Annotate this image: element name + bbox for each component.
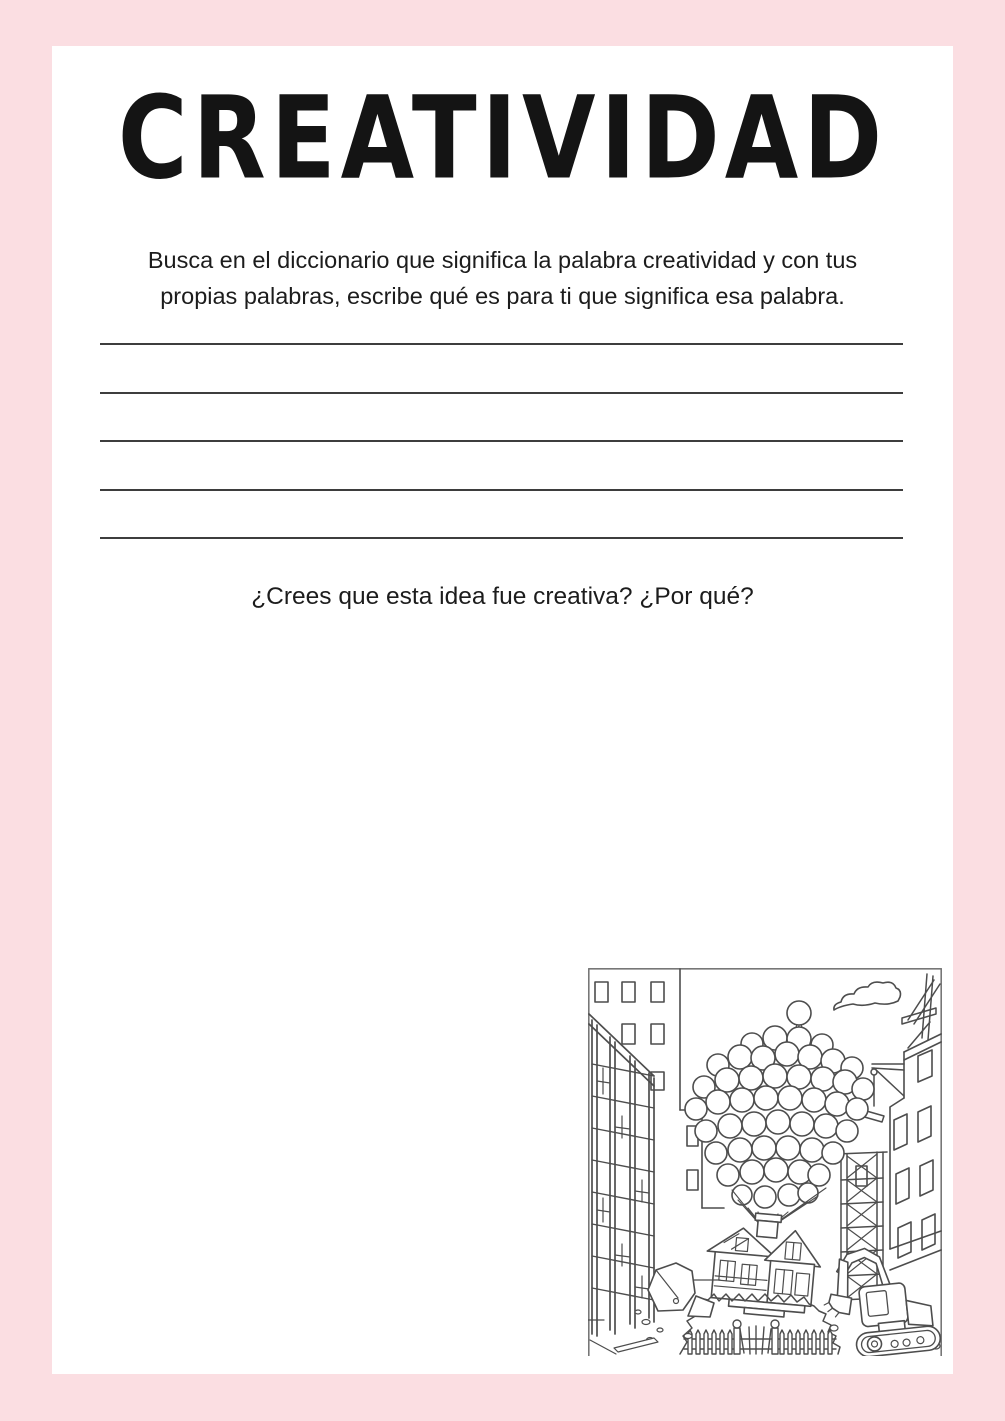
picket-fence	[684, 1320, 836, 1354]
reflection-question: ¿Crees que esta idea fue creativa? ¿Por qué?	[251, 583, 754, 610]
balloon-cluster	[685, 1026, 874, 1208]
cloud	[834, 982, 901, 1010]
excavator	[819, 1242, 942, 1356]
up-house-balloons-city-illustration	[588, 968, 942, 1356]
intro-text-line-1: Busca en el diccionario que significa la palabra creatividad y con tus	[147, 247, 858, 273]
steel-frame-building	[589, 1014, 654, 1336]
floating-house	[702, 1209, 824, 1320]
writing-line	[100, 343, 903, 345]
writing-line	[100, 537, 903, 539]
intro-text-line-2: propias palabras, escribe qué es para ti que significa esa palabra.	[160, 282, 845, 309]
worksheet-title: CREATIVIDAD	[117, 72, 888, 205]
writing-line	[100, 489, 903, 491]
writing-line	[100, 440, 903, 442]
writing-line	[100, 392, 903, 394]
intro-text	[73, 243, 933, 314]
boulder	[648, 1263, 720, 1317]
worksheet-page	[52, 46, 953, 1374]
